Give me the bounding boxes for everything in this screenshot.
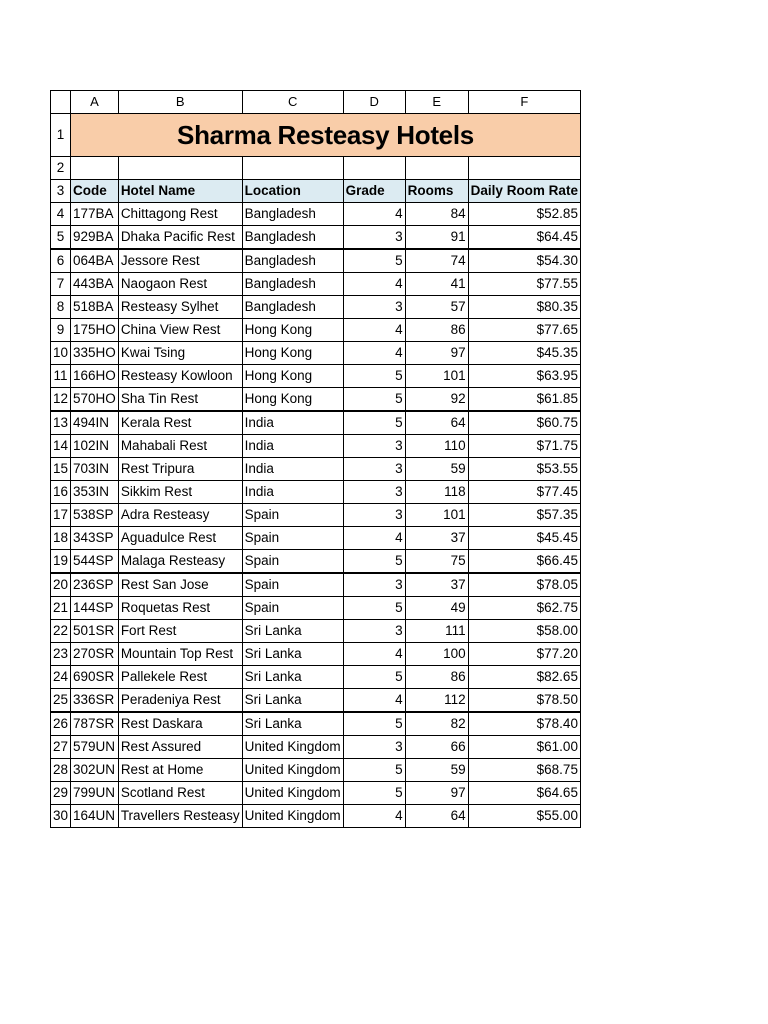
header-location[interactable]: Location: [242, 180, 343, 203]
cell-hotel-name[interactable]: Kerala Rest: [118, 411, 242, 435]
cell-rooms[interactable]: 82: [405, 712, 468, 736]
row-number[interactable]: 10: [51, 342, 71, 365]
table-row: [51, 481, 581, 504]
cell-hotel-name[interactable]: Pallekele Rest: [118, 666, 242, 689]
row-number[interactable]: 30: [51, 805, 71, 828]
cell-grade[interactable]: 5: [343, 411, 405, 435]
cell-daily-room-rate[interactable]: $66.45: [468, 550, 580, 574]
cell-daily-room-rate[interactable]: $77.55: [468, 273, 580, 296]
cell-location[interactable]: Spain: [242, 504, 343, 527]
cell-location[interactable]: Sri Lanka: [242, 620, 343, 643]
cell-rooms[interactable]: 91: [405, 226, 468, 250]
blank-row: [51, 157, 581, 180]
cell-location[interactable]: Sri Lanka: [242, 712, 343, 736]
table-row: [51, 759, 581, 782]
cell-hotel-name[interactable]: Sikkim Rest: [118, 481, 242, 504]
cell-grade[interactable]: 3: [343, 226, 405, 250]
table-header-row: [51, 180, 581, 203]
cell-daily-room-rate[interactable]: $54.30: [468, 249, 580, 273]
table-row: [51, 249, 581, 273]
table-row: [51, 296, 581, 319]
cell-daily-room-rate[interactable]: $63.95: [468, 365, 580, 388]
cell-location[interactable]: India: [242, 411, 343, 435]
row-number[interactable]: 17: [51, 504, 71, 527]
cell-grade[interactable]: 3: [343, 435, 405, 458]
cell-grade[interactable]: 4: [343, 273, 405, 296]
table-row: [51, 226, 581, 250]
sheet-title[interactable]: Sharma Resteasy Hotels: [71, 114, 581, 157]
table-row: [51, 411, 581, 435]
cell-hotel-name[interactable]: Rest Assured: [118, 736, 242, 759]
cell-grade[interactable]: 4: [343, 689, 405, 713]
cell-grade[interactable]: 5: [343, 759, 405, 782]
cell-grade[interactable]: 4: [343, 203, 405, 226]
cell-code[interactable]: 787SR: [71, 712, 119, 736]
cell-rooms[interactable]: 74: [405, 249, 468, 273]
cell-grade[interactable]: 3: [343, 620, 405, 643]
row-number[interactable]: 8: [51, 296, 71, 319]
cell-hotel-name[interactable]: Scotland Rest: [118, 782, 242, 805]
cell-location[interactable]: Spain: [242, 550, 343, 574]
cell-location[interactable]: India: [242, 481, 343, 504]
cell-grade[interactable]: 5: [343, 249, 405, 273]
table-row: [51, 458, 581, 481]
cell-code[interactable]: 175HO: [71, 319, 119, 342]
cell-location[interactable]: Sri Lanka: [242, 643, 343, 666]
cell-location[interactable]: United Kingdom: [242, 759, 343, 782]
cell-rooms[interactable]: 59: [405, 759, 468, 782]
row-number[interactable]: 29: [51, 782, 71, 805]
cell-code[interactable]: 102IN: [71, 435, 119, 458]
column-header-c[interactable]: C: [242, 91, 343, 114]
cell-grade[interactable]: 3: [343, 481, 405, 504]
cell-hotel-name[interactable]: Jessore Rest: [118, 249, 242, 273]
table-row: [51, 736, 581, 759]
cell-location[interactable]: Bangladesh: [242, 296, 343, 319]
cell-hotel-name[interactable]: Dhaka Pacific Rest: [118, 226, 242, 250]
cell-rooms[interactable]: 37: [405, 527, 468, 550]
row-number[interactable]: 11: [51, 365, 71, 388]
cell-location[interactable]: Hong Kong: [242, 365, 343, 388]
table-row: [51, 712, 581, 736]
cell-daily-room-rate[interactable]: $57.35: [468, 504, 580, 527]
row-number[interactable]: 25: [51, 689, 71, 713]
cell-code[interactable]: 164UN: [71, 805, 119, 828]
cell-grade[interactable]: 3: [343, 296, 405, 319]
cell-code[interactable]: 690SR: [71, 666, 119, 689]
header-rooms[interactable]: Rooms: [405, 180, 468, 203]
cell-code[interactable]: 343SP: [71, 527, 119, 550]
cell-hotel-name[interactable]: Kwai Tsing: [118, 342, 242, 365]
cell-grade[interactable]: 3: [343, 504, 405, 527]
cell-daily-room-rate[interactable]: $80.35: [468, 296, 580, 319]
column-header-d[interactable]: D: [343, 91, 405, 114]
cell-daily-room-rate[interactable]: $45.45: [468, 527, 580, 550]
cell-code[interactable]: 538SP: [71, 504, 119, 527]
cell-hotel-name[interactable]: Aguadulce Rest: [118, 527, 242, 550]
table-row: [51, 342, 581, 365]
cell-location[interactable]: Hong Kong: [242, 342, 343, 365]
cell-code[interactable]: 799UN: [71, 782, 119, 805]
cell-code[interactable]: 302UN: [71, 759, 119, 782]
table-row: [51, 666, 581, 689]
corner-cell[interactable]: [51, 91, 71, 114]
cell-rooms[interactable]: 75: [405, 550, 468, 574]
cell-grade[interactable]: 3: [343, 573, 405, 597]
cell-daily-room-rate[interactable]: $68.75: [468, 759, 580, 782]
cell-location[interactable]: Spain: [242, 527, 343, 550]
cell-location[interactable]: Bangladesh: [242, 249, 343, 273]
cell-location[interactable]: India: [242, 435, 343, 458]
row-number[interactable]: 3: [51, 180, 71, 203]
cell-daily-room-rate[interactable]: $58.00: [468, 620, 580, 643]
column-header-row: [51, 91, 581, 114]
column-header-f[interactable]: F: [468, 91, 580, 114]
cell-rooms[interactable]: 64: [405, 411, 468, 435]
cell-hotel-name[interactable]: Malaga Resteasy: [118, 550, 242, 574]
table-row: [51, 782, 581, 805]
cell-location[interactable]: Sri Lanka: [242, 689, 343, 713]
row-number[interactable]: 27: [51, 736, 71, 759]
table-row: [51, 365, 581, 388]
cell-grade[interactable]: 3: [343, 736, 405, 759]
cell-hotel-name[interactable]: China View Rest: [118, 319, 242, 342]
cell-daily-room-rate[interactable]: $78.50: [468, 689, 580, 713]
row-number[interactable]: 24: [51, 666, 71, 689]
cell-daily-room-rate[interactable]: $71.75: [468, 435, 580, 458]
table-row: [51, 319, 581, 342]
table-row: [51, 597, 581, 620]
cell-code[interactable]: 166HO: [71, 365, 119, 388]
cell-daily-room-rate[interactable]: $62.75: [468, 597, 580, 620]
cell-daily-room-rate[interactable]: $82.65: [468, 666, 580, 689]
cell-location[interactable]: Bangladesh: [242, 226, 343, 250]
row-number[interactable]: 19: [51, 550, 71, 574]
cell-hotel-name[interactable]: Naogaon Rest: [118, 273, 242, 296]
table-row: [51, 573, 581, 597]
cell-hotel-name[interactable]: Mahabali Rest: [118, 435, 242, 458]
cell-location[interactable]: Spain: [242, 597, 343, 620]
cell-location[interactable]: India: [242, 458, 343, 481]
header-grade[interactable]: Grade: [343, 180, 405, 203]
cell-code[interactable]: 494IN: [71, 411, 119, 435]
cell-hotel-name[interactable]: Rest at Home: [118, 759, 242, 782]
cell-code[interactable]: 336SR: [71, 689, 119, 713]
cell-rooms[interactable]: 97: [405, 782, 468, 805]
cell-code[interactable]: 570HO: [71, 388, 119, 412]
cell-daily-room-rate[interactable]: $64.45: [468, 226, 580, 250]
row-number[interactable]: 15: [51, 458, 71, 481]
cell-daily-room-rate[interactable]: $77.45: [468, 481, 580, 504]
cell-rooms[interactable]: 86: [405, 666, 468, 689]
row-number[interactable]: 1: [51, 114, 71, 157]
row-number[interactable]: 7: [51, 273, 71, 296]
cell[interactable]: [468, 157, 580, 180]
cell-code[interactable]: 236SP: [71, 573, 119, 597]
table-row: [51, 805, 581, 828]
cell-rooms[interactable]: 66: [405, 736, 468, 759]
table-row: [51, 203, 581, 226]
cell-hotel-name[interactable]: Adra Resteasy: [118, 504, 242, 527]
cell-hotel-name[interactable]: Rest Tripura: [118, 458, 242, 481]
cell-daily-room-rate[interactable]: $55.00: [468, 805, 580, 828]
header-hotel-name[interactable]: Hotel Name: [118, 180, 242, 203]
cell-hotel-name[interactable]: Mountain Top Rest: [118, 643, 242, 666]
row-number[interactable]: 12: [51, 388, 71, 412]
cell-daily-room-rate[interactable]: $78.05: [468, 573, 580, 597]
cell-grade[interactable]: 4: [343, 805, 405, 828]
cell-grade[interactable]: 5: [343, 365, 405, 388]
cell-hotel-name[interactable]: Fort Rest: [118, 620, 242, 643]
cell-hotel-name[interactable]: Rest San Jose: [118, 573, 242, 597]
title-row: [51, 114, 581, 157]
cell-code[interactable]: 270SR: [71, 643, 119, 666]
row-number[interactable]: 22: [51, 620, 71, 643]
cell-code[interactable]: 703IN: [71, 458, 119, 481]
row-number[interactable]: 18: [51, 527, 71, 550]
cell-code[interactable]: 579UN: [71, 736, 119, 759]
cell-code[interactable]: 518BA: [71, 296, 119, 319]
cell-location[interactable]: Hong Kong: [242, 319, 343, 342]
cell-grade[interactable]: 4: [343, 342, 405, 365]
cell-hotel-name[interactable]: Roquetas Rest: [118, 597, 242, 620]
cell-rooms[interactable]: 49: [405, 597, 468, 620]
cell-rooms[interactable]: 92: [405, 388, 468, 412]
cell-rooms[interactable]: 97: [405, 342, 468, 365]
column-header-b[interactable]: B: [118, 91, 242, 114]
cell[interactable]: [405, 157, 468, 180]
cell-rooms[interactable]: 112: [405, 689, 468, 713]
cell-daily-room-rate[interactable]: $77.65: [468, 319, 580, 342]
cell-daily-room-rate[interactable]: $60.75: [468, 411, 580, 435]
cell-location[interactable]: Bangladesh: [242, 273, 343, 296]
cell-location[interactable]: Sri Lanka: [242, 666, 343, 689]
row-number[interactable]: 14: [51, 435, 71, 458]
table-row: [51, 550, 581, 574]
cell-code[interactable]: 335HO: [71, 342, 119, 365]
cell-code[interactable]: 144SP: [71, 597, 119, 620]
table-row: [51, 435, 581, 458]
column-header-e[interactable]: E: [405, 91, 468, 114]
cell-grade[interactable]: 3: [343, 458, 405, 481]
cell-code[interactable]: 443BA: [71, 273, 119, 296]
column-header-a[interactable]: A: [71, 91, 119, 114]
cell-rooms[interactable]: 110: [405, 435, 468, 458]
row-number[interactable]: 4: [51, 203, 71, 226]
row-number[interactable]: 13: [51, 411, 71, 435]
row-number[interactable]: 16: [51, 481, 71, 504]
cell-rooms[interactable]: 101: [405, 504, 468, 527]
row-number[interactable]: 2: [51, 157, 71, 180]
cell-hotel-name[interactable]: Resteasy Kowloon: [118, 365, 242, 388]
cell[interactable]: [343, 157, 405, 180]
cell-grade[interactable]: 5: [343, 666, 405, 689]
cell-hotel-name[interactable]: Peradeniya Rest: [118, 689, 242, 713]
row-number[interactable]: 21: [51, 597, 71, 620]
cell[interactable]: [118, 157, 242, 180]
cell-daily-room-rate[interactable]: $61.00: [468, 736, 580, 759]
table-row: [51, 527, 581, 550]
cell-grade[interactable]: 4: [343, 527, 405, 550]
cell-rooms[interactable]: 111: [405, 620, 468, 643]
cell-rooms[interactable]: 64: [405, 805, 468, 828]
cell-daily-room-rate[interactable]: $52.85: [468, 203, 580, 226]
row-number[interactable]: 9: [51, 319, 71, 342]
cell-hotel-name[interactable]: Resteasy Sylhet: [118, 296, 242, 319]
cell-rooms[interactable]: 37: [405, 573, 468, 597]
cell-daily-room-rate[interactable]: $78.40: [468, 712, 580, 736]
cell-grade[interactable]: 4: [343, 319, 405, 342]
cell-grade[interactable]: 5: [343, 550, 405, 574]
cell-rooms[interactable]: 84: [405, 203, 468, 226]
cell-hotel-name[interactable]: Rest Daskara: [118, 712, 242, 736]
cell-location[interactable]: United Kingdom: [242, 805, 343, 828]
cell-hotel-name[interactable]: Travellers Resteasy: [118, 805, 242, 828]
table-row: [51, 273, 581, 296]
cell[interactable]: [242, 157, 343, 180]
cell-rooms[interactable]: 57: [405, 296, 468, 319]
header-daily-room-rate[interactable]: Daily Room Rate: [468, 180, 580, 203]
row-number[interactable]: 5: [51, 226, 71, 250]
cell-grade[interactable]: 4: [343, 643, 405, 666]
cell-code[interactable]: 353IN: [71, 481, 119, 504]
cell-rooms[interactable]: 59: [405, 458, 468, 481]
cell-grade[interactable]: 5: [343, 782, 405, 805]
cell-daily-room-rate[interactable]: $77.20: [468, 643, 580, 666]
row-number[interactable]: 6: [51, 249, 71, 273]
cell-location[interactable]: Hong Kong: [242, 388, 343, 412]
cell-code[interactable]: 177BA: [71, 203, 119, 226]
table-row: [51, 643, 581, 666]
cell-location[interactable]: Bangladesh: [242, 203, 343, 226]
row-number[interactable]: 23: [51, 643, 71, 666]
cell-code[interactable]: 929BA: [71, 226, 119, 250]
cell-rooms[interactable]: 118: [405, 481, 468, 504]
cell-rooms[interactable]: 101: [405, 365, 468, 388]
cell[interactable]: [71, 157, 119, 180]
cell-grade[interactable]: 5: [343, 388, 405, 412]
cell-hotel-name[interactable]: Chittagong Rest: [118, 203, 242, 226]
cell-grade[interactable]: 5: [343, 712, 405, 736]
cell-daily-room-rate[interactable]: $45.35: [468, 342, 580, 365]
table-row: [51, 388, 581, 412]
cell-rooms[interactable]: 41: [405, 273, 468, 296]
cell-rooms[interactable]: 100: [405, 643, 468, 666]
cell-location[interactable]: Spain: [242, 573, 343, 597]
cell-code[interactable]: 501SR: [71, 620, 119, 643]
cell-code[interactable]: 544SP: [71, 550, 119, 574]
spreadsheet-grid: [50, 90, 581, 828]
table-row: [51, 620, 581, 643]
table-row: [51, 504, 581, 527]
cell-daily-room-rate[interactable]: $64.65: [468, 782, 580, 805]
row-number[interactable]: 28: [51, 759, 71, 782]
cell-location[interactable]: United Kingdom: [242, 736, 343, 759]
row-number[interactable]: 20: [51, 573, 71, 597]
cell-code[interactable]: 064BA: [71, 249, 119, 273]
cell-grade[interactable]: 5: [343, 597, 405, 620]
cell-location[interactable]: United Kingdom: [242, 782, 343, 805]
row-number[interactable]: 26: [51, 712, 71, 736]
header-code[interactable]: Code: [71, 180, 119, 203]
cell-daily-room-rate[interactable]: $53.55: [468, 458, 580, 481]
cell-rooms[interactable]: 86: [405, 319, 468, 342]
cell-hotel-name[interactable]: Sha Tin Rest: [118, 388, 242, 412]
cell-daily-room-rate[interactable]: $61.85: [468, 388, 580, 412]
table-row: [51, 689, 581, 713]
